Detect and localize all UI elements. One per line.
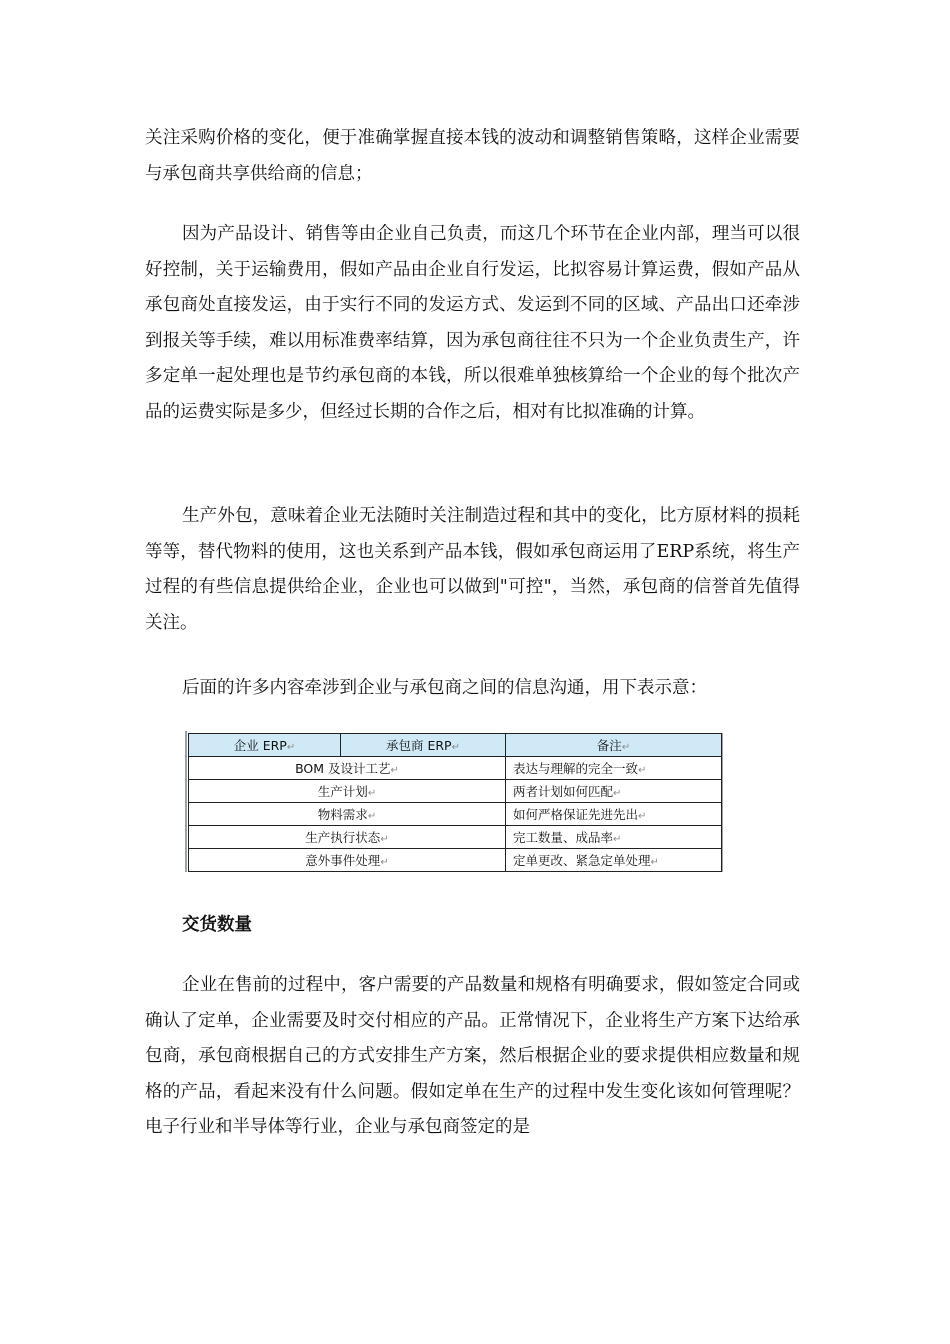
table-cell-item — [189, 780, 506, 803]
table-cell-note — [506, 780, 722, 803]
paragraph-procurement: 关注采购价格的变化，便于准确掌握直接本钱的波动和调整销售策略，这样企业需要与承包商共享供给商的信息； — [145, 128, 800, 184]
table-cell-note — [506, 849, 722, 872]
header-enterprise-erp — [189, 734, 341, 757]
return-mark-icon: ↵ — [638, 765, 647, 776]
return-mark-icon: ↵ — [621, 742, 631, 753]
item-text: BOM 及设计工艺 — [295, 761, 391, 776]
note-text: 如何严格保证先进先出 — [513, 807, 639, 822]
table-row — [189, 803, 722, 826]
table-left-edge — [185, 731, 187, 872]
return-mark-icon: ↵ — [613, 834, 622, 845]
erp-comparison-table-frame — [185, 731, 723, 872]
header-enterprise-erp-text: 企业 ERP — [233, 738, 287, 753]
return-mark-icon: ↵ — [367, 811, 377, 822]
section-heading-delivery-quantity: 交货数量 — [182, 915, 252, 935]
return-mark-icon: ↵ — [367, 788, 377, 799]
item-text: 生产执行状态 — [305, 830, 381, 845]
table-cell-item — [189, 803, 506, 826]
item-text: 生产计划 — [317, 784, 368, 799]
paragraph-table-intro: 后面的许多内容牵涉到企业与承包商之间的信息沟通，用下表示意： — [182, 678, 707, 698]
return-mark-icon: ↵ — [380, 834, 389, 845]
header-remarks — [506, 734, 722, 757]
table-row — [189, 757, 722, 780]
table-header-row — [189, 734, 722, 757]
note-text: 表达与理解的完全一致 — [513, 761, 639, 776]
return-mark-icon: ↵ — [613, 788, 622, 799]
note-text: 定单更改、紧急定单处理 — [513, 853, 651, 868]
header-remarks-text: 备注 — [596, 738, 622, 753]
item-text: 物料需求 — [317, 807, 368, 822]
erp-comparison-table — [188, 733, 722, 872]
table-row — [189, 780, 722, 803]
table-row — [189, 826, 722, 849]
return-mark-icon: ↵ — [380, 857, 389, 868]
return-mark-icon: ↵ — [390, 765, 399, 776]
table-cell-item — [189, 826, 506, 849]
note-text: 两者计划如何匹配 — [513, 784, 614, 799]
table-cell-note — [506, 803, 722, 826]
paragraph-delivery: 企业在售前的过程中，客户需要的产品数量和规格有明确要求，假如签定合同或确认了定单，企业需要及时交付相应的产品。正常情况下，企业将生产方案下达给承包商，承包商根据自己的方式安排生产方案，然后根据企业的要求提供相应数量和规格的产品，看起来没有什么问题。假如定单在生产的过程中发生变化该如何管理呢？电子行业和半导体等行业，企业与承包商签定的是 — [145, 975, 800, 1137]
return-mark-icon: ↵ — [650, 857, 659, 868]
paragraph-transport-cost: 因为产品设计、销售等由企业自己负责，而这几个环节在企业内部，理当可以很好控制，关于运输费用，假如产品由企业自行发运，比拟容易计算运费，假如产品从承包商处直接发运，由于实行不同的发运方式、发运到不同的区域、产品出口还牵涉到报关等手续，难以用标准费率结算，因为承包商往往不只为一个企业负责生产，许多定单一起处理也是节约承包商的本钱，所以很难单独核算给一个企业的每个批次产品的运费实际是多少，但经过长期的合作之后，相对有比拟准确的计算。 — [145, 224, 800, 422]
note-text: 完工数量、成品率 — [513, 830, 614, 845]
header-contractor-erp — [341, 734, 506, 757]
table-row — [189, 849, 722, 872]
item-text: 意外事件处理 — [305, 853, 381, 868]
table-cell-item — [189, 757, 506, 780]
table-cell-note — [506, 757, 722, 780]
return-mark-icon: ↵ — [638, 811, 647, 822]
header-contractor-erp-text: 承包商 ERP — [386, 738, 452, 753]
return-mark-icon: ↵ — [286, 742, 296, 753]
table-cell-item — [189, 849, 506, 872]
table-cell-note — [506, 826, 722, 849]
return-mark-icon: ↵ — [451, 742, 460, 753]
paragraph-outsourcing: 生产外包，意味着企业无法随时关注制造过程和其中的变化，比方原材料的损耗等等，替代物料的使用，这也关系到产品本钱，假如承包商运用了ERP系统，将生产过程的有些信息提供给企业，企业也可以做到"可控"，当然，承包商的信誉首先值得关注。 — [145, 506, 800, 633]
